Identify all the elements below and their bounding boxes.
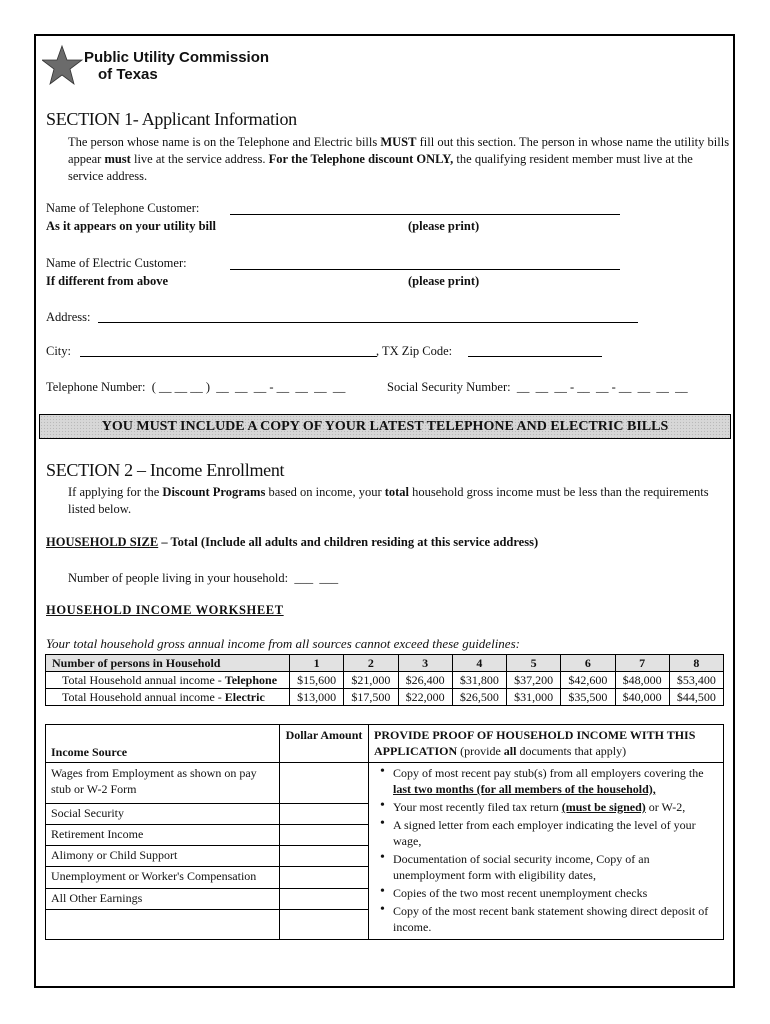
section1-intro: The person whose name is on the Telephone and Electric bills MUST fill out this section. The person in whose name the utility bills appear must live at the service address. For the Telephone discount ONLY, the qualifying resident member must live at the service address. [68,135,730,183]
bills-copy-banner: YOU MUST INCLUDE A COPY OF YOUR LATEST TELEPHONE AND ELECTRIC BILLS [39,414,731,439]
electric-guideline-row [46,689,724,706]
please-print-2: (please print) [408,274,480,288]
row-label: Total Household annual income - Electric [46,689,290,706]
dollar-amount-field[interactable] [280,846,369,867]
proof-list-cell [369,763,724,940]
proof-header: PROVIDE PROOF OF HOUSEHOLD INCOME WITH THIS APPLICATION (provide all documents that apply) [369,725,724,763]
value-cell: $21,000 [344,672,398,689]
city-field[interactable] [80,356,377,357]
row-label: Total Household annual income - Telephone [46,672,290,689]
persons-cell: 4 [452,655,506,672]
proof-item: • Copies of the two most recent unemployment checks [393,885,717,901]
please-print-1: (please print) [408,219,480,233]
proof-item: • A signed letter from each employer indicating the level of your wage, [393,817,717,849]
value-cell: $53,400 [669,672,723,689]
dollar-amount-field[interactable] [280,867,369,888]
value-cell: $48,000 [615,672,669,689]
logo-text [84,49,269,83]
household-count-field[interactable]: Number of people living in your household: ___ ___ [68,571,339,585]
income-source-cell: Unemployment or Worker's Compensation [46,867,280,888]
persons-cell: 5 [507,655,561,672]
logo-line2: of Texas [98,66,158,83]
income-source-cell: All Other Earnings [46,888,280,909]
income-source-table [45,724,724,940]
persons-cell: 1 [290,655,344,672]
income-source-cell: Alimony or Child Support [46,846,280,867]
proof-item: • Copy of the most recent bank statement showing direct deposit of income. [393,903,717,935]
income-source-cell: Retirement Income [46,824,280,845]
dollar-amount-field[interactable] [280,763,369,804]
telephone-customer-sub: As it appears on your utility bill [46,219,216,233]
income-source-cell: Social Security [46,803,280,824]
income-table-header [46,725,724,763]
telephone-guideline-row [46,672,724,689]
telephone-customer-label: Name of Telephone Customer: [46,201,200,215]
value-cell: $31,000 [507,689,561,706]
telephone-customer-field[interactable] [230,214,620,215]
dollar-amount-field[interactable] [280,824,369,845]
persons-cell: 6 [561,655,615,672]
persons-cell: 8 [669,655,723,672]
address-field[interactable] [98,322,638,323]
household-size-heading: HOUSEHOLD SIZE – Total (Include all adults and children residing at this service address) [46,535,539,549]
city-label: City: [46,344,72,358]
electric-customer-label: Name of Electric Customer: [46,256,187,270]
persons-cell: 3 [398,655,452,672]
proof-item: • Your most recently filed tax return (must be signed) or W-2, [393,799,717,815]
dollar-amount-field[interactable] [280,910,369,940]
dollar-amount-header: Dollar Amount [280,725,369,763]
value-cell: $37,200 [507,672,561,689]
zip-field[interactable] [468,356,602,357]
income-row [46,763,724,804]
value-cell: $35,500 [561,689,615,706]
proof-item: • Documentation of social security income, Copy of an unemployment form with eligibility dates, [393,851,717,883]
guideline-note: Your total household gross annual income from all sources cannot exceed these guidelines: [46,636,520,651]
persons-cell: 2 [344,655,398,672]
value-cell: $13,000 [290,689,344,706]
worksheet-title: HOUSEHOLD INCOME WORKSHEET [46,603,284,617]
telephone-number-field[interactable]: Telephone Number: ( __ __ __ ) __ __ __ - __ __ __ __ [46,380,346,394]
value-cell: $42,600 [561,672,615,689]
guidelines-header-label: Number of persons in Household [46,655,290,672]
logo-line1: Public Utility Commission [84,49,270,66]
dollar-amount-field[interactable] [280,803,369,824]
value-cell: $22,000 [398,689,452,706]
section2-title: SECTION 2 – Income Enrollment [46,460,285,480]
income-source-cell[interactable] [46,910,280,940]
section1-title: SECTION 1- Applicant Information [46,109,297,129]
value-cell: $26,400 [398,672,452,689]
electric-customer-field[interactable] [230,269,620,270]
proof-list [377,765,717,935]
guidelines-header-row [46,655,724,672]
income-source-header: Income Source [46,725,280,763]
income-source-cell: Wages from Employment as shown on pay stub or W-2 Form [46,763,280,804]
electric-customer-sub: If different from above [46,274,169,288]
income-guidelines-table [45,654,724,706]
value-cell: $40,000 [615,689,669,706]
value-cell: $15,600 [290,672,344,689]
persons-cell: 7 [615,655,669,672]
value-cell: $26,500 [452,689,506,706]
section2-intro: If applying for the Discount Programs based on income, your total household gross income must be less than the requirements listed below. [68,485,709,516]
value-cell: $17,500 [344,689,398,706]
ssn-field[interactable]: Social Security Number: __ __ __ - __ __ - __ __ __ __ [387,380,688,394]
value-cell: $31,800 [452,672,506,689]
proof-item: • Copy of most recent pay stub(s) from all employers covering the last two months (for all members of the household), [393,765,717,797]
tx-zip-label: , TX Zip Code: [376,344,453,358]
puc-logo [46,46,276,88]
value-cell: $44,500 [669,689,723,706]
dollar-amount-field[interactable] [280,888,369,909]
address-label: Address: [46,310,91,324]
